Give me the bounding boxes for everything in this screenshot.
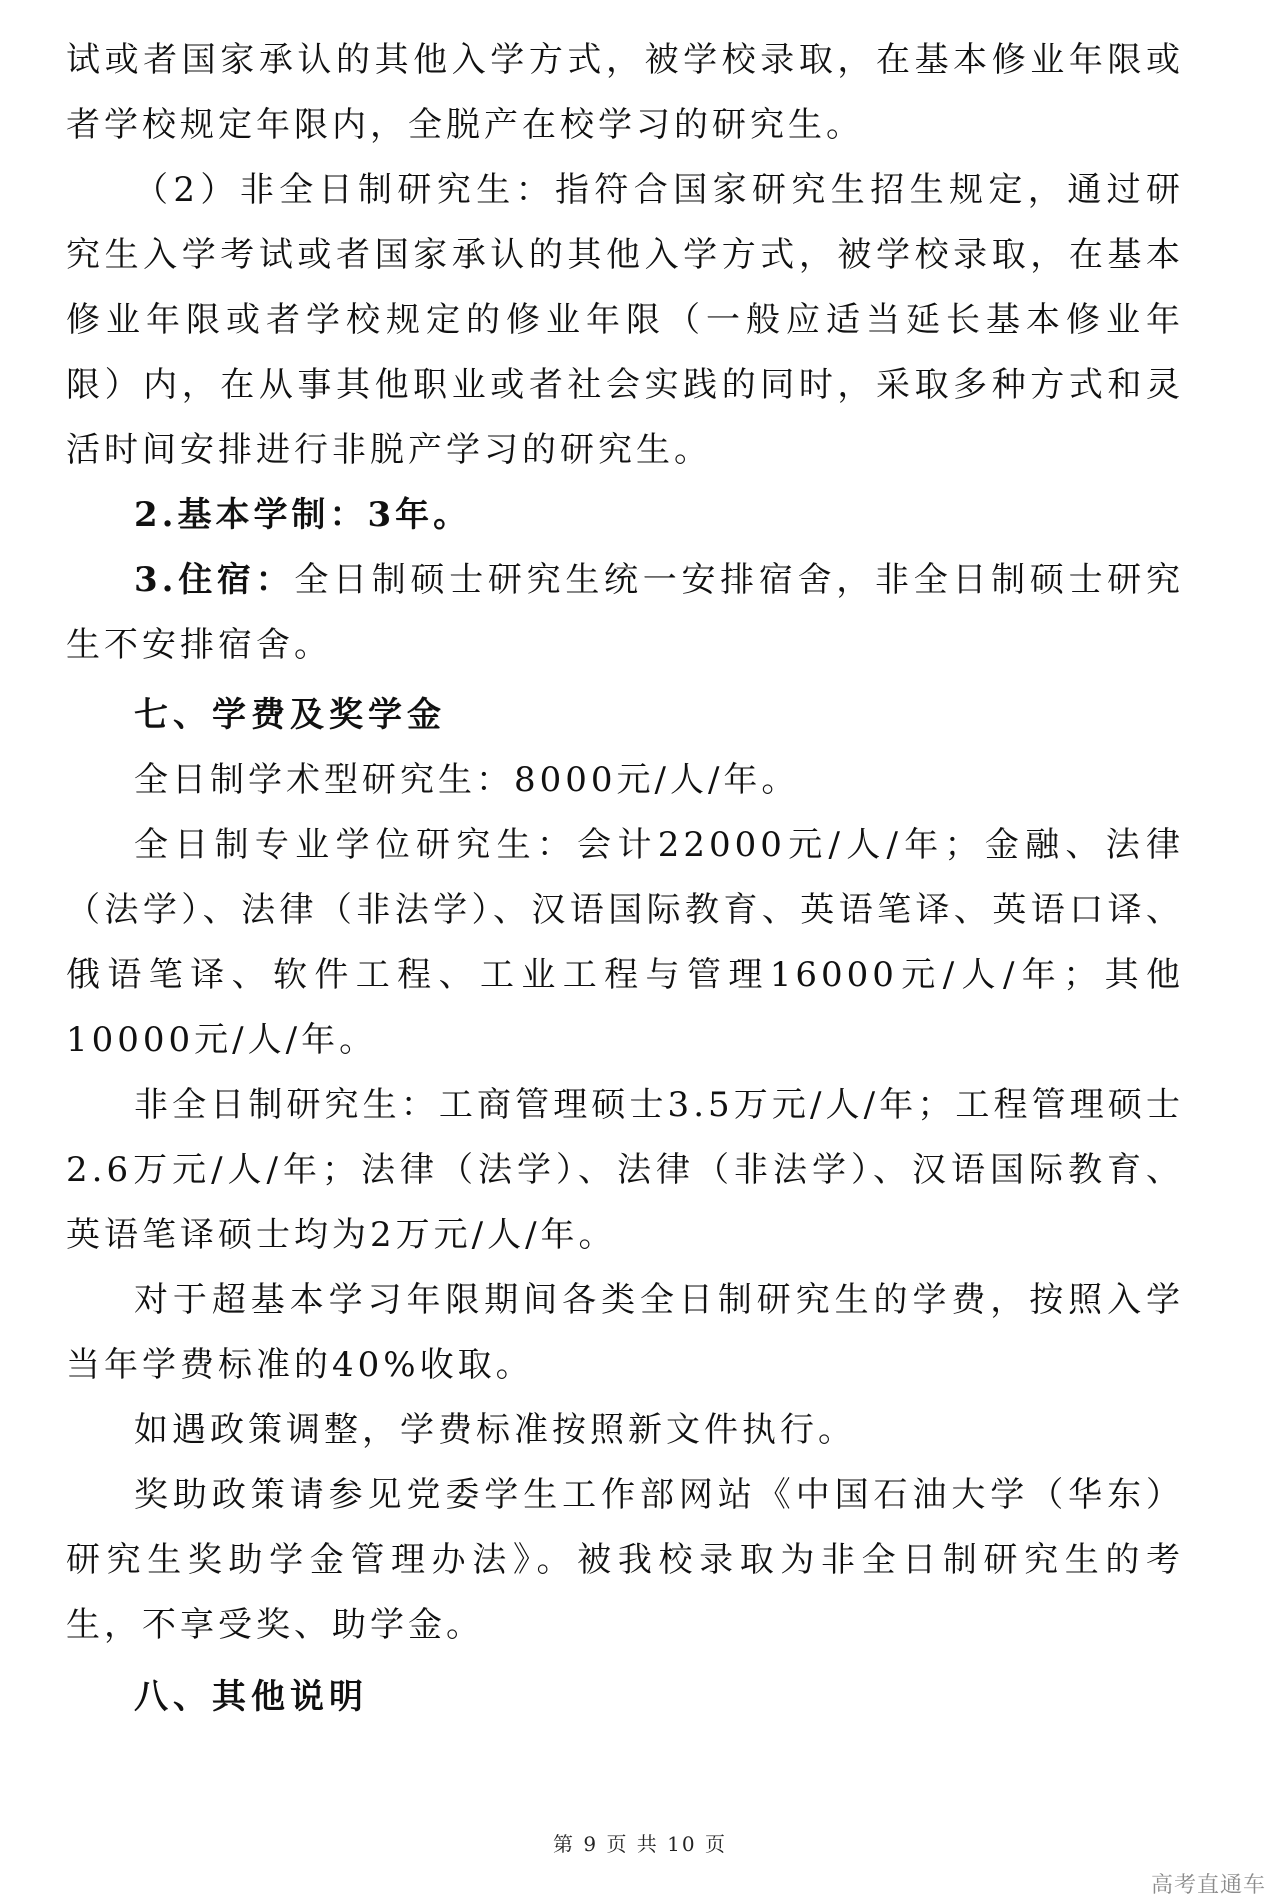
item-academic-system-value: 3年。 xyxy=(367,495,472,535)
section-8-heading: 八、其他说明 xyxy=(134,1677,368,1717)
paragraph-continuation: 试或者国家承认的其他入学方式，被学校录取，在基本修业年限或者学校规定年限内，全脱产在校学习的研究生。 xyxy=(66,40,1184,145)
item-accommodation-label: 3.住宿： xyxy=(134,560,295,600)
item-accommodation xyxy=(66,548,1184,678)
item-academic-system-label: 2.基本学制： xyxy=(134,495,368,535)
item-academic-system xyxy=(66,483,1184,548)
section-7-heading: 七、学费及奖学金 xyxy=(134,695,446,735)
paragraph-part-time-definition: （2）非全日制研究生：指符合国家研究生招生规定，通过研究生入学考试或者国家承认的其他入学方式，被学校录取，在基本修业年限或者学校规定的修业年限（一般应适当延长基本修业年限）内，在从事其他职业或者社会实践的同时，采取多种方式和灵活时间安排进行非脱产学习的研究生。 xyxy=(66,170,1184,470)
paragraph-scholarship-policy: 奖助政策请参见党委学生工作部网站《中国石油大学（华东）研究生奖助学金管理办法》。被我校录取为非全日制研究生的考生，不享受奖、助学金。 xyxy=(66,1475,1184,1645)
paragraph-fulltime-academic-fee: 全日制学术型研究生：8000元/人/年。 xyxy=(134,760,800,800)
paragraph-extended-fee: 对于超基本学习年限期间各类全日制研究生的学费，按照入学当年学费标准的40%收取。 xyxy=(66,1280,1184,1385)
page-number-footer: 第 9 页 共 10 页 xyxy=(553,1832,727,1856)
item-accommodation-text: 全日制硕士研究生统一安排宿舍，非全日制硕士研究生不安排宿舍。 xyxy=(66,560,1184,665)
watermark-text: 高考直通车 xyxy=(1150,1873,1266,1898)
paragraph-fulltime-professional-fee: 全日制专业学位研究生：会计22000元/人/年；金融、法律（法学）、法律（非法学）、汉语国际教育、英语笔译、英语口译、俄语笔译、软件工程、工业工程与管理16000元/人/年；其他10000元/人/年。 xyxy=(66,825,1184,1060)
document-body xyxy=(66,28,1184,1730)
paragraph-policy-adjustment: 如遇政策调整，学费标准按照新文件执行。 xyxy=(134,1410,856,1450)
paragraph-parttime-fee: 非全日制研究生：工商管理硕士3.5万元/人/年；工程管理硕士2.6万元/人/年；法律（法学）、法律（非法学）、汉语国际教育、英语笔译硕士均为2万元/人/年。 xyxy=(66,1085,1184,1255)
